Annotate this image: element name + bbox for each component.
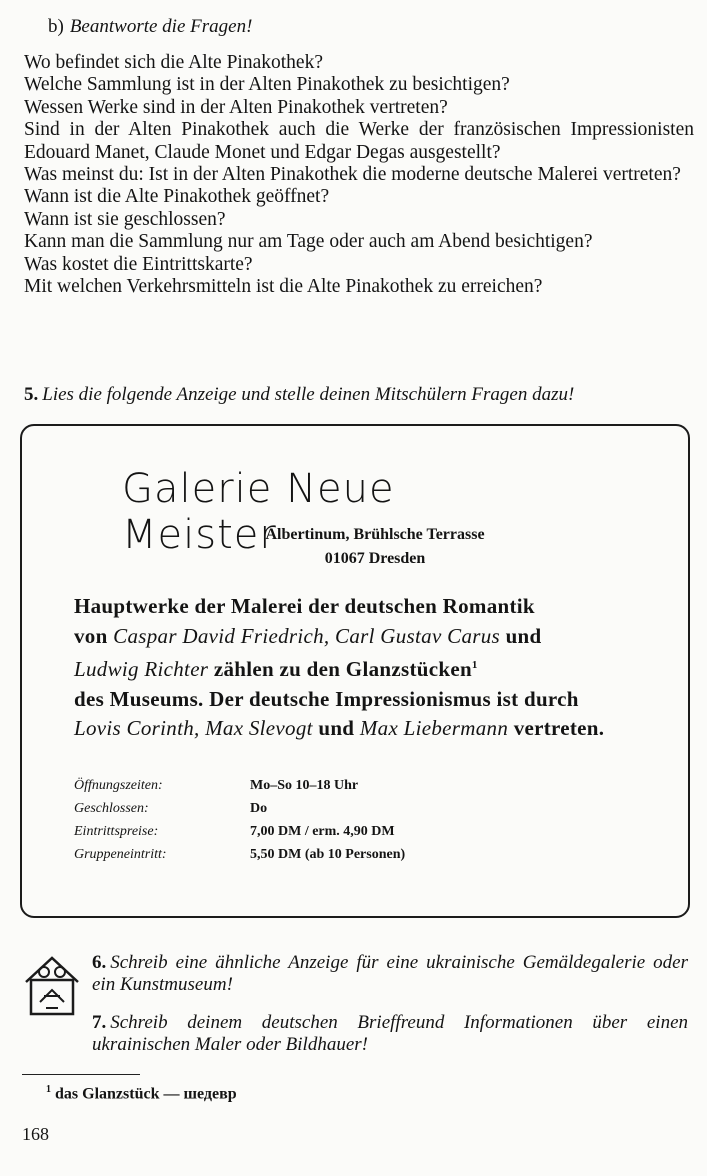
info-row <box>74 824 405 847</box>
question: Mit welchen Verkehrsmitteln ist die Alte Pinakothek zu erreichen? <box>24 276 543 298</box>
task-6-number: 6. <box>92 952 107 973</box>
ad-body-text: des Museums. Der deutsche Impressionismus ist durch <box>74 686 579 711</box>
page-number: 168 <box>22 1124 49 1144</box>
painter-name: Caspar David Friedrich, <box>113 623 330 648</box>
footnote-mark: 1 <box>471 659 478 671</box>
footnote-divider <box>22 1074 140 1075</box>
ad-body-text: und <box>505 623 542 648</box>
info-key: Gruppeneintritt: <box>74 847 167 862</box>
question: Was meinst du: Ist in der Alten Pinakothek die moderne deutsche Malerei vertreten? <box>24 164 681 186</box>
question: Kann man die Sammlung nur am Tage oder auch am Abend besichtigen? <box>24 231 593 253</box>
info-key: Geschlossen: <box>74 801 149 816</box>
task-6-text: Schreib eine ähnliche Anzeige für eine ukrainische Gemäldegalerie oder ein Kunstmuseum! <box>92 952 688 995</box>
question: Wann ist die Alte Pinakothek geöffnet? <box>24 186 330 208</box>
task-5-text: Lies die folgende Anzeige und stelle deinen Mitschülern Fragen dazu! <box>42 384 575 405</box>
footnote-text: das Glanzstück — шедевр <box>55 1085 237 1103</box>
ad-address-line2: 01067 Dresden <box>324 550 426 567</box>
task-7 <box>92 1012 688 1056</box>
footnote-mark: 1 <box>46 1084 51 1095</box>
house-icon <box>22 952 82 1025</box>
info-key: Öffnungszeiten: <box>74 778 163 793</box>
section-b-heading <box>48 16 252 38</box>
info-key: Eintrittspreise: <box>74 824 159 839</box>
advertisement-box <box>20 424 690 918</box>
info-value: 5,50 DM (ab 10 Personen) <box>250 847 406 862</box>
info-value: Do <box>250 801 268 816</box>
footnote <box>46 1084 237 1103</box>
ad-body-text: und <box>318 716 355 740</box>
question: Was kostet die Eintrittskarte? <box>24 253 253 275</box>
ad-body-text: Hauptwerke der Malerei der deutschen Romantik <box>74 594 535 618</box>
ad-body-text: vertreten. <box>513 716 605 740</box>
task-7-text: Schreib deinem deutschen Brieffreund Informationen über einen ukrainischen Maler oder Bildhauer! <box>92 1012 688 1055</box>
task-6 <box>92 952 688 996</box>
painter-name: Max Liebermann <box>359 716 509 740</box>
task-5 <box>24 384 574 406</box>
ad-body-text: von <box>74 623 108 648</box>
painter-name: Carl Gustav Carus <box>335 623 500 648</box>
ad-info-table <box>74 778 405 870</box>
question: Welche Sammlung ist in der Alten Pinakothek zu besichtigen? <box>24 74 510 96</box>
ad-body-text: zählen zu den Glanzstücken <box>213 657 472 681</box>
task-5-number: 5. <box>24 384 39 405</box>
section-b-title: Beantworte die Fragen! <box>69 16 253 37</box>
info-row <box>74 801 405 824</box>
question-list <box>24 52 694 298</box>
section-b-label: b) <box>48 16 64 37</box>
ad-body <box>74 592 674 744</box>
question: Sind in der Alten Pinakothek auch die Werke der französischen Impressionisten Edouard Manet, Claude Monet und Edgar Degas ausgestellt? <box>24 119 694 163</box>
info-value: Mo–So 10–18 Uhr <box>250 778 359 793</box>
question: Wo befindet sich die Alte Pinakothek? <box>24 52 323 73</box>
painter-name: Ludwig Richter <box>74 657 209 681</box>
question: Wann ist sie geschlossen? <box>24 208 226 230</box>
ad-title: Galerie Neue Meister <box>122 466 395 558</box>
ad-address-line1: Albertinum, Brühlsche Terrasse <box>265 526 485 543</box>
info-row <box>74 847 405 870</box>
info-row <box>74 778 405 801</box>
task-7-number: 7. <box>92 1012 107 1033</box>
painter-name: Lovis Corinth, Max Slevogt <box>74 716 313 740</box>
info-value: 7,00 DM / erm. 4,90 DM <box>250 824 395 839</box>
question: Wessen Werke sind in der Alten Pinakothek vertreten? <box>24 96 448 118</box>
